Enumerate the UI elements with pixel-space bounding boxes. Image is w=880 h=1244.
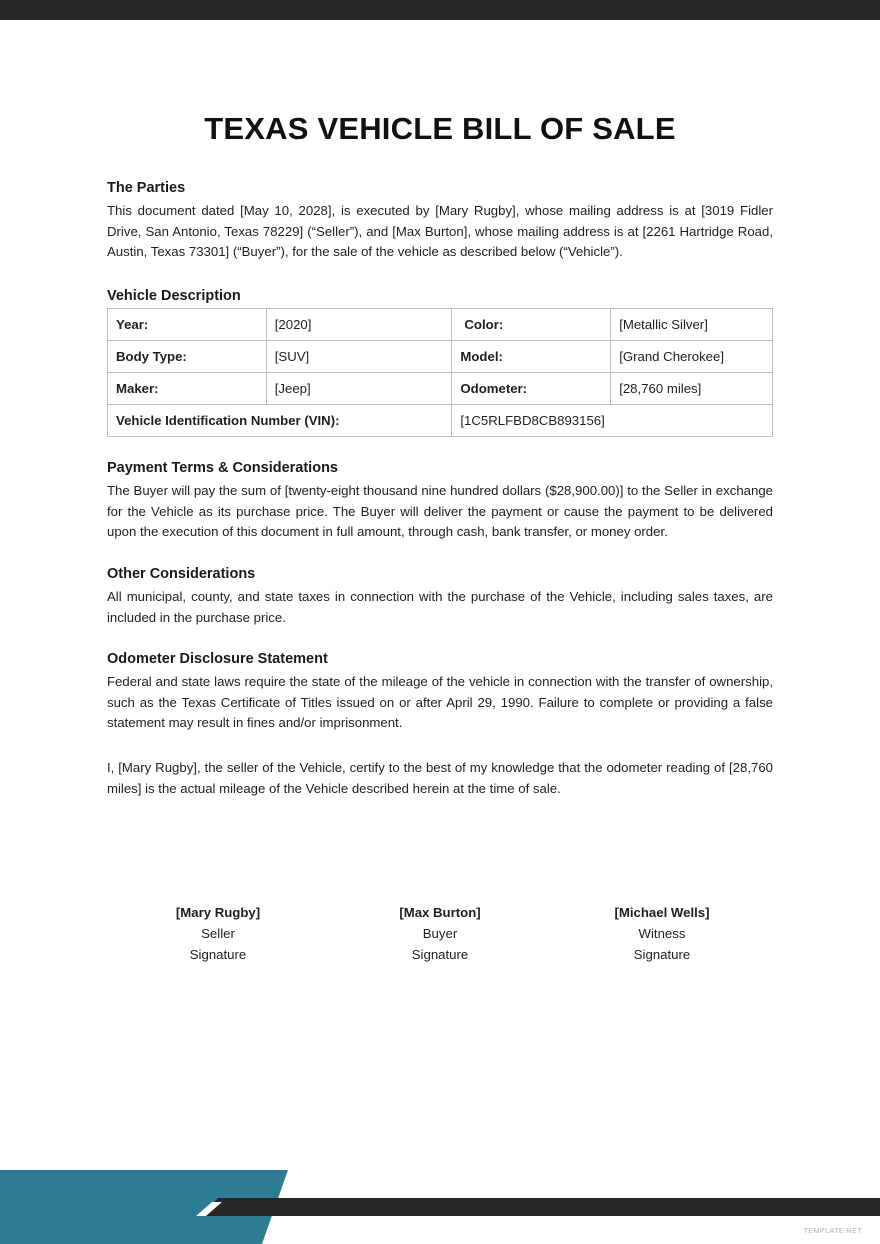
buyer-name: [Max Burton] [399, 905, 481, 920]
table-row [108, 373, 773, 405]
maker-value: [Jeep] [266, 373, 452, 405]
witness-signature-block [582, 902, 742, 965]
witness-signature-line: Signature [633, 947, 691, 962]
witness-name: [Michael Wells] [614, 905, 710, 920]
vehicle-description-table [107, 308, 773, 437]
seller-signature-line: Signature [189, 947, 247, 962]
buyer-signature-line: Signature [411, 947, 469, 962]
seller-role: Seller [201, 926, 235, 941]
odometer-label: Odometer: [452, 373, 611, 405]
template-watermark: TEMPLATE.NET [803, 1228, 862, 1235]
color-label: Color: [452, 309, 611, 341]
table-row [108, 405, 773, 437]
body-type-label: Body Type: [108, 341, 267, 373]
bottom-decorative-band [0, 1170, 880, 1244]
parties-heading: The Parties [107, 180, 186, 196]
maker-label: Maker: [108, 373, 267, 405]
dark-stripe-shape [201, 1198, 880, 1216]
color-value: [Metallic Silver] [611, 309, 773, 341]
top-header-band [0, 0, 880, 20]
parties-paragraph: This document dated [May 10, 2028], is executed by [Mary Rugby], whose mailing address is at [3019 Fidler Drive, San Antonio, Texas 78229] (“Seller”), and [Max Burton], whose mailing address is at [2261 Hartridge Road, Austin, Texas 73301] (“Buyer”), for the sale of the vehicle as described below (“Vehicle”). [107, 203, 773, 260]
payment-terms-paragraph: The Buyer will pay the sum of [twenty-eight thousand nine hundred dollars ($28,900.00)] to the Seller in exchange for the Vehicle as its purchase price. The Buyer will deliver the payment or cause the payment to be delivered upon the execution of this document in full amount, through cash, bank transfer, or money order. [107, 483, 773, 540]
seller-signature-block [138, 902, 298, 965]
table-row [108, 309, 773, 341]
odometer-value: [28,760 miles] [611, 373, 773, 405]
odometer-disclosure-paragraph: Federal and state laws require the state of the mileage of the vehicle in connection with the transfer of ownership, such as the Texas Certificate of Titles issued on or after April 29, 1990. Failure to complete or providing a false statement may result in fines and/or imprisonment. [107, 674, 773, 731]
year-value: [2020] [266, 309, 452, 341]
table-row [108, 341, 773, 373]
body-type-value: [SUV] [266, 341, 452, 373]
witness-role: Witness [638, 926, 686, 941]
odometer-certification-paragraph: I, [Mary Rugby], the seller of the Vehicle, certify to the best of my knowledge that the odometer reading of [28,760 miles] is the actual mileage of the Vehicle described herein at the time of sale. [107, 760, 773, 796]
vehicle-description-heading: Vehicle Description [107, 288, 241, 304]
year-label: Year: [108, 309, 267, 341]
model-label: Model: [452, 341, 611, 373]
odometer-disclosure-heading: Odometer Disclosure Statement [107, 651, 328, 667]
seller-name: [Mary Rugby] [175, 905, 261, 920]
vin-label: Vehicle Identification Number (VIN): [108, 405, 452, 437]
model-value: [Grand Cherokee] [611, 341, 773, 373]
payment-terms-heading: Payment Terms & Considerations [107, 460, 338, 476]
other-considerations-heading: Other Considerations [107, 566, 256, 582]
buyer-signature-block [360, 902, 520, 965]
document-title: TEXAS VEHICLE BILL OF SALE [204, 111, 676, 146]
other-considerations-paragraph: All municipal, county, and state taxes in connection with the purchase of the Vehicle, including sales taxes, are included in the purchase price. [107, 589, 773, 625]
buyer-role: Buyer [422, 926, 458, 941]
vin-value: [1C5RLFBD8CB893156] [452, 405, 773, 437]
